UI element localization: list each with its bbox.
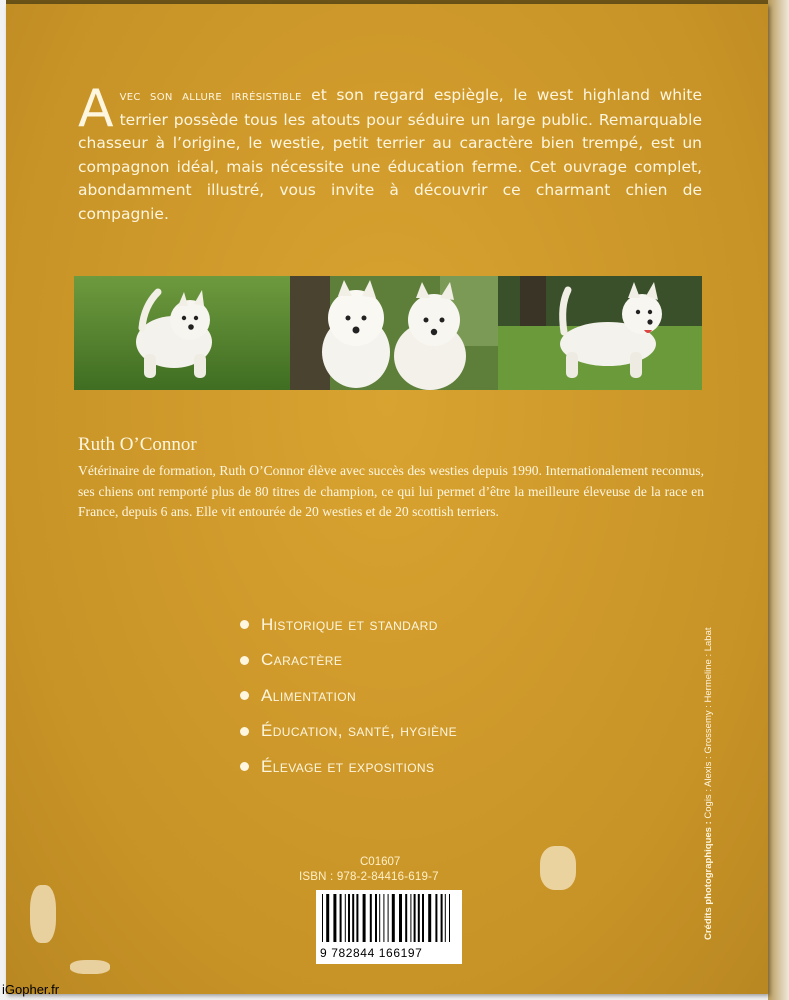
- bullet-icon: [240, 727, 249, 736]
- photo-credits: [703, 627, 714, 940]
- bullet-icon: [240, 656, 249, 665]
- product-code: C01607: [360, 856, 401, 868]
- contents-item-label: Éducation, santé, hygiène: [261, 721, 458, 741]
- author-name: Ruth O’Connor: [78, 434, 197, 455]
- scan-edge: [768, 0, 789, 1000]
- barcode-digits: 9 782844 166197: [320, 946, 423, 960]
- blurb-text: et son regard espiègle, le west highland white terrier possède tous les atouts pour séduire un large public. Remarquable chasseur à l’origine, le westie, petit terrier au caractère bien trempé, est un compagnon idéal, mais nécessite une éducation ferme. Cet ouvrage complet, abondamment illustré, vous invite à découvrir ce charmant chien de compagnie.: [78, 86, 702, 223]
- wear-mark: [540, 846, 576, 890]
- blurb-paragraph: [78, 79, 702, 226]
- wear-mark: [70, 960, 110, 974]
- contents-item: [240, 749, 457, 785]
- contents-item: [240, 714, 457, 750]
- westie-photo-1: [74, 276, 290, 390]
- contents-item: [240, 643, 457, 679]
- bullet-icon: [240, 691, 249, 700]
- blurb-lead: vec son allure irrésistible: [119, 88, 302, 104]
- contents-item-label: Caractère: [261, 650, 343, 670]
- dropcap-letter: A: [78, 79, 114, 139]
- site-watermark: iGopher.fr: [2, 982, 60, 997]
- photo-credits-names: Cogis : Alexis : Grossemy : Hermeline : Labat: [703, 627, 714, 822]
- photo-credits-label: Crédits photographiques :: [703, 821, 714, 940]
- bullet-icon: [240, 762, 249, 771]
- bullet-icon: [240, 620, 249, 629]
- wear-mark: [30, 885, 56, 943]
- isbn-text: ISBN : 978-2-84416-619-7: [299, 871, 439, 883]
- author-bio: Vétérinaire de formation, Ruth O’Connor élève avec succès des westies depuis 1990. Internationalement reconnus, ses chiens ont remporté plus de 80 titres de champion, ce qui lui permet d’être la meilleure éleveuse de la race en France, depuis 6 ans. Elle vit entourée de 20 westies et de 20 scottish terriers.: [78, 463, 704, 519]
- contents-item-label: Historique et standard: [261, 614, 438, 634]
- barcode-bars: [316, 890, 462, 946]
- contents-item: [240, 607, 457, 643]
- westie-photo-2: [290, 276, 498, 390]
- photo-strip: [74, 276, 702, 390]
- westie-photo-3: [498, 276, 702, 390]
- contents-item: [240, 678, 457, 714]
- contents-item-label: Élevage et expositions: [261, 756, 435, 776]
- contents-list: [240, 607, 457, 785]
- contents-item-label: Alimentation: [261, 685, 357, 705]
